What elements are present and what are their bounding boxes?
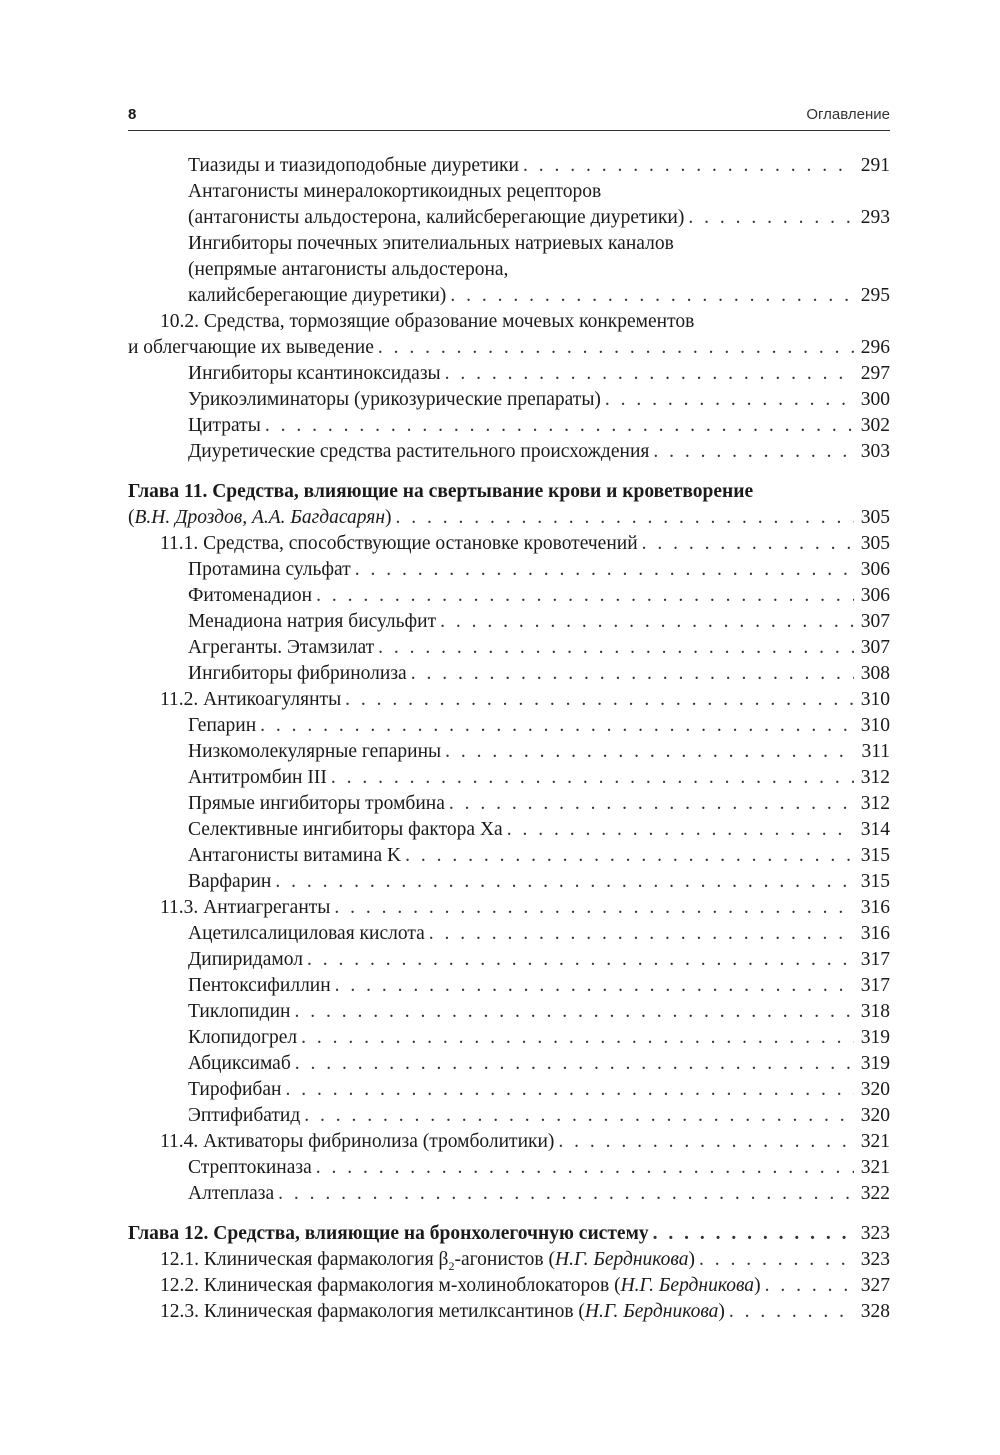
toc-entry <box>128 895 890 921</box>
toc-entry <box>128 973 890 999</box>
toc-entry-text: Антагонисты витамина K <box>188 845 402 866</box>
dot-leader <box>378 635 854 661</box>
toc-entry-title <box>188 1077 281 1103</box>
toc-entry-text: Гепарин <box>188 715 257 736</box>
dot-leader <box>295 1051 854 1077</box>
toc-entry-page: 306 <box>860 559 890 580</box>
toc-entry-title <box>188 439 649 465</box>
toc-entry <box>128 739 890 765</box>
toc-entry-page: 300 <box>860 389 890 410</box>
toc-entry <box>128 361 890 387</box>
toc-entry-page: 310 <box>860 689 890 710</box>
toc-entry-text: Низкомолекулярные гепарины <box>188 741 442 762</box>
toc-entry-title <box>188 843 401 869</box>
dot-leader <box>316 1155 854 1181</box>
toc-entry-text: Прямые ингибиторы тромбина <box>188 793 445 814</box>
toc-entry-author: Н.Г. Бердникова <box>620 1275 755 1296</box>
dot-leader <box>307 947 854 973</box>
toc-entry-title <box>188 413 261 439</box>
toc-entry-page: 308 <box>860 663 890 684</box>
toc-entry-title <box>188 387 601 413</box>
dot-leader <box>429 921 854 947</box>
toc-entry-text: калийсберегающие диуретики) <box>188 285 447 306</box>
toc-entry <box>128 583 890 609</box>
toc-entry-title <box>128 479 753 505</box>
toc-entry-title <box>188 1181 274 1207</box>
toc-entry <box>128 1221 890 1247</box>
toc-entry-text: Ингибиторы ксантиноксидазы <box>188 363 441 384</box>
toc-entry <box>128 479 890 505</box>
toc-entry-page: 315 <box>860 845 890 866</box>
toc-entry-text: 11.4. Активаторы фибринолиза (тромболитики) <box>160 1131 555 1152</box>
toc-entry-page: 311 <box>861 741 890 762</box>
toc-entry-page: 318 <box>860 1001 890 1022</box>
toc-entry-title <box>188 817 503 843</box>
toc-entry-page: 303 <box>860 441 890 462</box>
dot-leader <box>605 387 854 413</box>
toc-entry-title <box>188 947 303 973</box>
toc-entry-author: В.Н. Дроздов, А.А. Багдасарян <box>134 507 386 528</box>
toc-entry-text: Цитраты <box>188 415 261 436</box>
toc-entry-text: Антитромбин III <box>188 767 327 788</box>
toc-entry <box>128 1181 890 1207</box>
toc-entry-text: 12.2. Клиническая фармакология м-холиноблокаторов ( <box>160 1275 621 1296</box>
toc-entry-page: 302 <box>860 415 890 436</box>
toc-entry-text: Агреганты. Этамзилат <box>188 637 375 658</box>
toc-entry-page: 307 <box>860 637 890 658</box>
toc-entry-text: Тиклопидин <box>188 1001 291 1022</box>
dot-leader <box>523 153 854 179</box>
dot-leader <box>316 583 854 609</box>
toc-entry <box>128 283 890 309</box>
dot-leader <box>445 739 854 765</box>
toc-entry-text: 11.3. Антиагреганты <box>160 897 331 918</box>
subscript: 2 <box>448 1258 455 1273</box>
toc-entry <box>128 231 890 257</box>
dot-leader <box>445 361 854 387</box>
toc-entry <box>128 335 890 361</box>
toc-entry-title <box>188 1051 291 1077</box>
toc-entry-text: и облегчающие их выведение <box>128 337 374 358</box>
dot-leader <box>507 817 854 843</box>
toc-entry-title <box>188 361 441 387</box>
toc-entry-text-after: ) <box>688 1249 695 1270</box>
toc-entry <box>128 1025 890 1051</box>
toc-entry-title <box>160 531 638 557</box>
toc-entry-text: Протамина сульфат <box>188 559 351 580</box>
toc-entry-text: Менадиона натрия бисульфит <box>188 611 437 632</box>
toc-entry-page: 320 <box>860 1079 890 1100</box>
toc-entry-text: Абциксимаб <box>188 1053 291 1074</box>
toc-entry-text: Диуретические средства растительного происхождения <box>188 441 650 462</box>
toc-entry-title <box>160 687 341 713</box>
toc-entry <box>128 257 890 283</box>
dot-leader <box>304 1103 854 1129</box>
toc-entry <box>128 921 890 947</box>
toc-entry-page: 305 <box>860 507 890 528</box>
toc-entry-page: 293 <box>860 207 890 228</box>
toc-entry-text-after: ) <box>385 507 392 528</box>
dot-leader <box>335 973 854 999</box>
toc-entry-title <box>188 583 312 609</box>
toc-entry <box>128 1273 890 1299</box>
dot-leader <box>653 1221 854 1247</box>
toc-entry-title <box>188 973 331 999</box>
toc-entry <box>128 1247 890 1273</box>
toc-entry-page: 310 <box>860 715 890 736</box>
toc-entry-text: Урикоэлиминаторы (урикозурические препараты) <box>188 389 601 410</box>
dot-leader <box>449 791 854 817</box>
table-of-contents <box>128 153 890 1325</box>
toc-entry <box>128 661 890 687</box>
toc-entry-page: 312 <box>860 793 890 814</box>
toc-entry <box>128 179 890 205</box>
toc-entry <box>128 387 890 413</box>
toc-entry-title <box>160 1129 554 1155</box>
toc-entry <box>128 947 890 973</box>
toc-entry <box>128 1103 890 1129</box>
toc-entry-title <box>188 557 351 583</box>
dot-leader <box>699 1247 854 1273</box>
dot-leader <box>285 1077 854 1103</box>
toc-entry-page: 297 <box>860 363 890 384</box>
toc-entry-author: Н.Г. Бердникова <box>555 1249 689 1270</box>
toc-entry-title <box>188 635 374 661</box>
toc-entry-page: 306 <box>860 585 890 606</box>
toc-entry-page: 312 <box>860 767 890 788</box>
toc-entry-text-after: ) <box>718 1301 725 1322</box>
toc-entry-text: Фитоменадион <box>188 585 313 606</box>
toc-entry <box>128 713 890 739</box>
page-header <box>128 104 890 131</box>
toc-entry-text: Ингибиторы фибринолиза <box>188 663 407 684</box>
toc-entry-text: Алтеплаза <box>188 1183 275 1204</box>
page-number: 8 <box>128 106 137 123</box>
toc-entry-text: Селективные ингибиторы фактора Xa <box>188 819 503 840</box>
toc-entry-title <box>188 1025 297 1051</box>
toc-entry-title <box>188 283 446 309</box>
toc-entry-text: Пентоксифиллин <box>188 975 331 996</box>
toc-entry-text: Ацетилсалициловая кислота <box>188 923 425 944</box>
toc-entry-page: 316 <box>860 897 890 918</box>
toc-entry-text-after: ) <box>754 1275 761 1296</box>
toc-entry-page: 319 <box>860 1053 890 1074</box>
toc-entry <box>128 439 890 465</box>
toc-entry-title <box>188 1103 300 1129</box>
toc-entry-title <box>188 921 425 947</box>
toc-entry-page: 322 <box>860 1183 890 1204</box>
toc-entry-page: 321 <box>860 1131 890 1152</box>
toc-entry-text: Тиазиды и тиазидоподобные диуретики <box>188 155 519 176</box>
dot-leader <box>294 999 854 1025</box>
toc-entry <box>128 869 890 895</box>
dot-leader <box>642 531 854 557</box>
dot-leader <box>334 895 854 921</box>
toc-entry-title <box>160 1273 761 1299</box>
toc-entry-page: 320 <box>860 1105 890 1126</box>
toc-entry <box>128 765 890 791</box>
toc-entry <box>128 999 890 1025</box>
dot-leader <box>265 413 854 439</box>
toc-entry-text: Эптифибатид <box>188 1105 301 1126</box>
toc-entry-title <box>188 205 684 231</box>
toc-entry-page: 307 <box>860 611 890 632</box>
toc-entry-title <box>188 609 436 635</box>
toc-entry-text-mid: -агонистов ( <box>454 1249 555 1270</box>
toc-entry-text: 11.1. Средства, способствующие остановке кровотечений <box>160 533 638 554</box>
toc-entry <box>128 1155 890 1181</box>
dot-leader <box>345 687 854 713</box>
toc-entry <box>128 635 890 661</box>
dot-leader <box>405 843 854 869</box>
toc-entry-text: Варфарин <box>188 871 272 892</box>
toc-entry-title <box>188 739 441 765</box>
toc-entry-text: Глава 11. Средства, влияющие на свертывание крови и кроветворение <box>128 481 754 502</box>
toc-entry-page: 314 <box>860 819 890 840</box>
dot-leader <box>653 439 854 465</box>
toc-entry-text: ( <box>128 507 135 528</box>
toc-entry-text: 12.3. Клиническая фармакология метилксантинов ( <box>160 1301 585 1322</box>
toc-entry <box>128 309 890 335</box>
toc-entry-title <box>188 1155 312 1181</box>
toc-entry <box>128 817 890 843</box>
toc-entry <box>128 791 890 817</box>
toc-entry-page: 291 <box>860 155 890 176</box>
toc-entry-title <box>188 713 256 739</box>
toc-entry-page: 321 <box>860 1157 890 1178</box>
toc-entry-page: 316 <box>860 923 890 944</box>
toc-entry-text: Клопидогрел <box>188 1027 298 1048</box>
toc-entry <box>128 843 890 869</box>
toc-entry <box>128 413 890 439</box>
dot-leader <box>411 661 854 687</box>
toc-entry <box>128 1129 890 1155</box>
toc-entry-title <box>128 1221 649 1247</box>
dot-leader <box>355 557 854 583</box>
toc-entry-text: Глава 12. Средства, влияющие на бронхолегочную систему <box>128 1223 649 1244</box>
running-title: Оглавление <box>806 106 890 123</box>
toc-entry-title <box>188 153 519 179</box>
toc-entry-page: 317 <box>860 975 890 996</box>
toc-entry <box>128 205 890 231</box>
toc-entry <box>128 1051 890 1077</box>
toc-entry-page: 295 <box>860 285 890 306</box>
toc-entry-title <box>188 179 601 205</box>
toc-entry-page: 319 <box>860 1027 890 1048</box>
toc-entry-page: 315 <box>860 871 890 892</box>
toc-entry-title <box>188 869 271 895</box>
dot-leader <box>450 283 854 309</box>
dot-leader <box>765 1273 854 1299</box>
toc-entry-author: Н.Г. Бердникова <box>584 1301 719 1322</box>
toc-entry <box>128 1077 890 1103</box>
toc-entry-text: Стрептокиназа <box>188 1157 312 1178</box>
toc-entry-page: 305 <box>860 533 890 554</box>
dot-leader <box>688 205 854 231</box>
toc-entry-text: (антагонисты альдостерона, калийсберегающие диуретики) <box>188 207 685 228</box>
toc-entry-text: 11.2. Антикоагулянты <box>160 689 342 710</box>
toc-entry-page: 328 <box>860 1301 890 1322</box>
toc-entry-title <box>128 335 374 361</box>
toc-entry-title <box>188 791 445 817</box>
dot-leader <box>729 1299 854 1325</box>
dot-leader <box>378 335 854 361</box>
toc-entry-title <box>188 661 407 687</box>
toc-entry-text: Ингибиторы почечных эпителиальных натриевых каналов <box>188 233 674 254</box>
toc-entry-page: 327 <box>860 1275 890 1296</box>
dot-leader <box>301 1025 854 1051</box>
toc-entry <box>128 153 890 179</box>
toc-entry-title <box>188 999 290 1025</box>
dot-leader <box>275 869 854 895</box>
toc-entry <box>128 687 890 713</box>
toc-entry-title <box>160 895 330 921</box>
toc-entry-title <box>188 257 508 283</box>
toc-entry-text: 12.1. Клиническая фармакология β <box>160 1249 449 1270</box>
toc-entry <box>128 505 890 531</box>
toc-entry-title <box>128 505 392 531</box>
toc-entry-page: 317 <box>860 949 890 970</box>
toc-entry-text: Дипиридамол <box>188 949 303 970</box>
dot-leader <box>440 609 854 635</box>
toc-entry <box>128 609 890 635</box>
toc-entry-page: 296 <box>860 337 890 358</box>
toc-entry-title <box>188 231 674 257</box>
toc-entry-title <box>160 1299 725 1325</box>
toc-entry <box>128 557 890 583</box>
dot-leader <box>260 713 854 739</box>
toc-entry-text: Тирофибан <box>188 1079 282 1100</box>
toc-entry-page: 323 <box>860 1223 890 1244</box>
toc-entry <box>128 1299 890 1325</box>
toc-entry-text: (непрямые антагонисты альдостерона, <box>188 259 509 280</box>
toc-entry-text: 10.2. Средства, тормозящие образование мочевых конкрементов <box>160 311 695 332</box>
dot-leader <box>558 1129 854 1155</box>
toc-entry-title <box>160 309 694 335</box>
dot-leader <box>331 765 854 791</box>
dot-leader <box>278 1181 854 1207</box>
toc-entry-title <box>188 765 327 791</box>
toc-entry-text: Антагонисты минералокортикоидных рецепторов <box>188 181 602 202</box>
dot-leader <box>396 505 854 531</box>
toc-entry-page: 323 <box>860 1249 890 1270</box>
toc-entry <box>128 531 890 557</box>
